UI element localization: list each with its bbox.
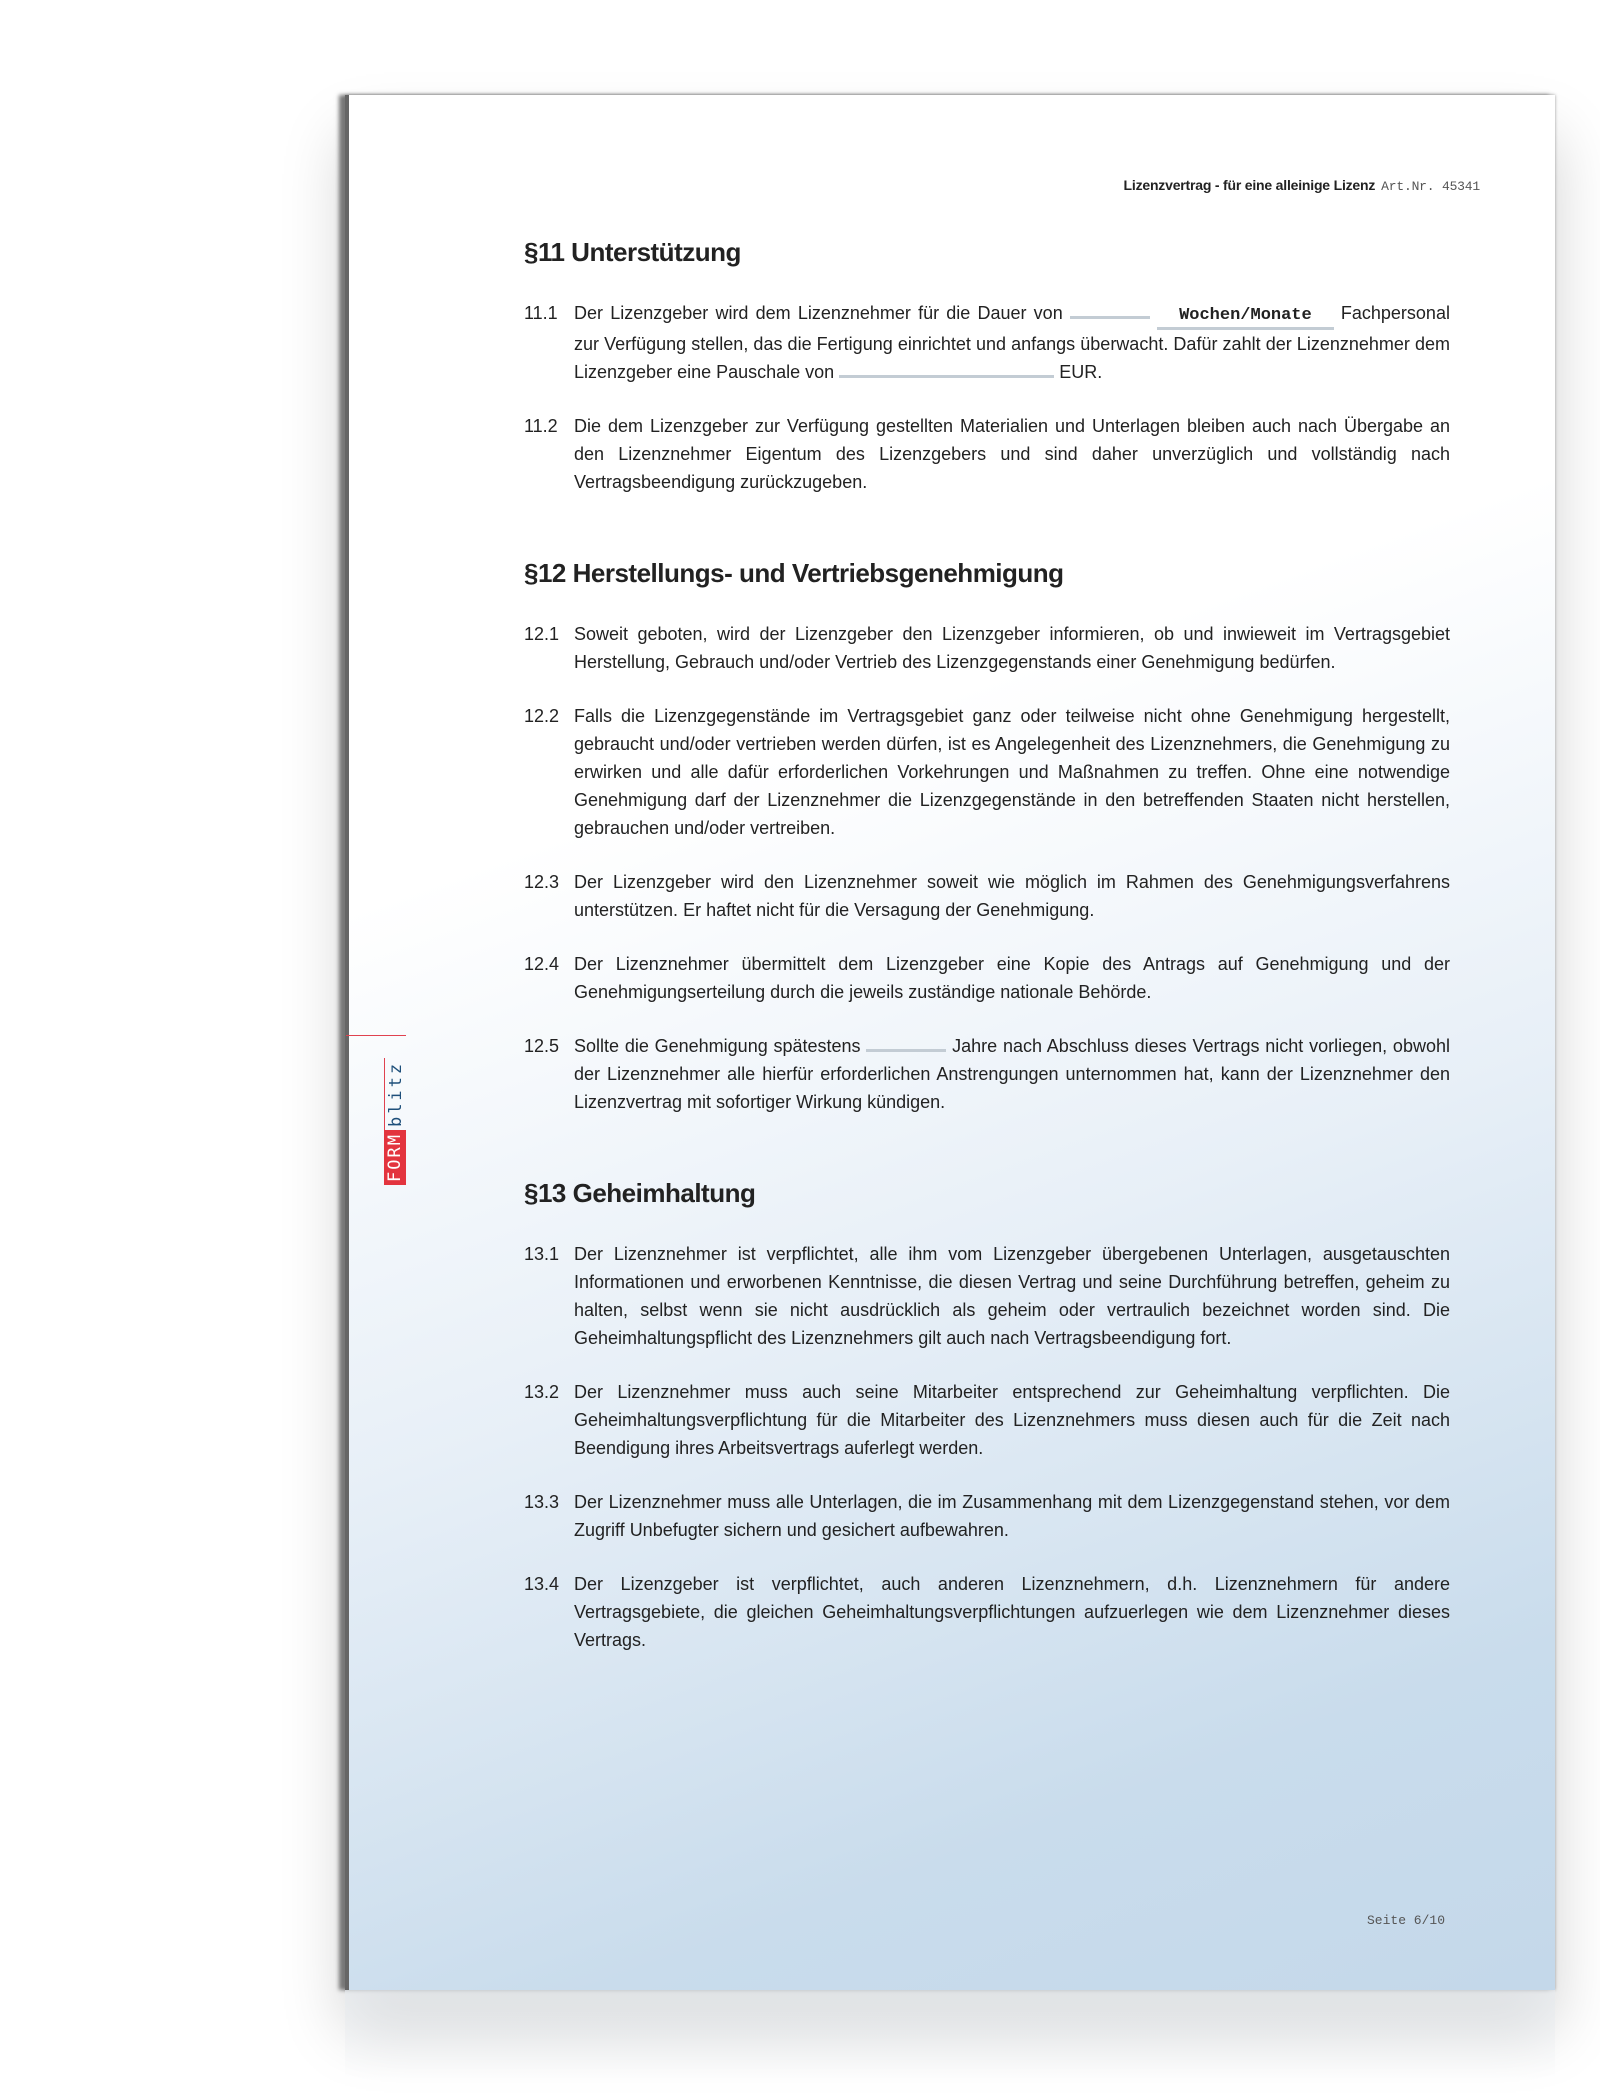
page-reflection [345, 1990, 1555, 2080]
logo-form: FORM [384, 1130, 406, 1185]
clause-number: 11.2 [524, 416, 558, 436]
clause-number: 12.2 [524, 706, 560, 726]
page-header [1124, 175, 1480, 197]
document-page-container [345, 95, 1555, 1990]
document-body [524, 235, 1450, 1714]
clause-13-3 [524, 1488, 1450, 1544]
blank-amount-field[interactable] [839, 361, 1054, 378]
header-title: Lizenzvertrag - für eine alleinige Lizenz [1123, 177, 1376, 193]
clause-12-4 [524, 950, 1450, 1006]
clause-12-3 [524, 868, 1450, 924]
page-number: Seite 6/10 [1366, 1913, 1445, 1928]
clause-text: Der Lizenznehmer muss alle Unterlagen, die im Zusammenhang mit dem Lizenzgegenstand stehen, vor dem Zugriff Unbefugter sichern und gesichert aufbewahren. [574, 1492, 1450, 1540]
blank-years-field[interactable] [866, 1035, 946, 1052]
clause-text: Der Lizenznehmer muss auch seine Mitarbeiter entsprechend zur Geheimhaltung verpflichten. Die Geheimhaltungsverpflichtung für die Mitarbeiter des Lizenznehmers muss diesen auch für die Zeit nach Beendigung ihres Arbeitsvertrags auferlegt werden. [574, 1382, 1450, 1458]
clause-13-2 [524, 1378, 1450, 1462]
clause-number: 13.2 [524, 1382, 560, 1402]
clause-text: Der Lizenznehmer ist verpflichtet, alle ihm vom Lizenzgeber übergebenen Unterlagen, ausgetauschten Informationen und erworbenen Kenntnisse, die diesen Vertrag und seine Durchführung betreffen, geheim zu halten, selbst wenn sie nicht ausdrücklich als geheim oder vertraulich bezeichnet worden sind. Die Geheimhaltungspflicht des Lizenznehmers gilt auch nach Vertragsbeendigung fort. [574, 1244, 1450, 1348]
clause-text: Falls die Lizenzgegenstände im Vertragsgebiet ganz oder teilweise nicht ohne Genehmigung hergestellt, gebraucht und/oder vertrieben werden dürfen, ist es Angelegenheit des Lizenznehmers, die Genehmigung zu erwirken und alle dafür erforderlichen Vorkehrungen und Maßnahmen zu treffen. Ohne eine notwendige Genehmigung darf der Lizenznehmer die Lizenzgegenstände in den betreffenden Staaten nicht herstellen, gebrauchen und/oder vertreiben. [574, 706, 1450, 838]
document-page [345, 95, 1555, 1990]
logo-blitz: blitz [384, 1058, 406, 1130]
clause-12-2 [524, 702, 1450, 842]
clause-text: Der Lizenzgeber ist verpflichtet, auch anderen Lizenznehmern, d.h. Lizenznehmern für andere Vertragsgebiete, die gleichen Geheimhaltungsverpflichtungen aufzuerlegen wie dem Lizenznehmer dieses Vertrags. [574, 1574, 1450, 1650]
section-13 [524, 1176, 1450, 1654]
article-number: Art.Nr. 45341 [1381, 179, 1480, 194]
clause-text: Jahre nach Abschluss dieses Vertrags nicht vorliegen, obwohl der Lizenznehmer alle hierfür erforderlichen Anstrengungen unternommen hat, kann der Lizenznehmer den Lizenzvertrag mit sofortiger Wirkung kündigen. [574, 1036, 1450, 1112]
clause-number: 13.4 [524, 1574, 560, 1594]
formblitz-logo [384, 1035, 406, 1185]
section-12 [524, 556, 1450, 1116]
clause-13-4 [524, 1570, 1450, 1654]
clause-12-1 [524, 620, 1450, 676]
clause-11-1 [524, 299, 1450, 386]
section-heading: §12 Herstellungs- und Vertriebsgenehmigung [524, 558, 1064, 588]
section-11 [524, 235, 1450, 496]
clause-number: 12.3 [524, 872, 560, 892]
clause-text: Die dem Lizenzgeber zur Verfügung gestellten Materialien und Unterlagen bleiben auch nach Übergabe an den Lizenznehmer Eigentum des Lizenzgebers und sind daher unverzüglich und vollständig nach Vertragsbeendigung zurückzugeben. [574, 416, 1450, 492]
clause-text: EUR. [1059, 362, 1103, 382]
blank-duration-field[interactable] [1070, 302, 1150, 319]
clause-number: 11.1 [524, 303, 558, 323]
clause-11-2 [524, 412, 1450, 496]
section-heading: §11 Unterstützung [524, 237, 741, 267]
clause-number: 12.5 [524, 1036, 560, 1056]
clause-12-5 [524, 1032, 1450, 1116]
clause-text: Der Lizenzgeber wird den Lizenznehmer soweit wie möglich im Rahmen des Genehmigungsverfahrens unterstützen. Er haftet nicht für die Versagung der Genehmigung. [574, 872, 1450, 920]
clause-number: 12.1 [524, 624, 560, 644]
section-heading: §13 Geheimhaltung [524, 1178, 756, 1208]
clause-text: Fachpersonal zur Verfügung stellen, das die Fertigung einrichtet und anfangs überwacht. Dafür zahlt der Lizenznehmer dem Lizenzgeber eine Pauschale von [574, 303, 1450, 382]
clause-number: 12.4 [524, 954, 560, 974]
clause-13-1 [524, 1240, 1450, 1352]
clause-text: Der Lizenzgeber wird dem Lizenznehmer für die Dauer von [574, 303, 1063, 323]
clause-number: 13.1 [524, 1244, 560, 1264]
clause-number: 13.3 [524, 1492, 560, 1512]
unit-field[interactable]: Wochen/Monate [1157, 305, 1334, 330]
clause-text: Soweit geboten, wird der Lizenzgeber den Lizenzgeber informieren, ob und inwieweit im Vertragsgebiet Herstellung, Gebrauch und/oder Vertrieb des Lizenzgegenstands einer Genehmigung bedürfen. [574, 624, 1450, 672]
clause-text: Der Lizenznehmer übermittelt dem Lizenzgeber eine Kopie des Antrags auf Genehmigung und der Genehmigungserteilung durch die jeweils zuständige nationale Behörde. [574, 954, 1450, 1002]
clause-text: Sollte die Genehmigung spätestens [574, 1036, 861, 1056]
